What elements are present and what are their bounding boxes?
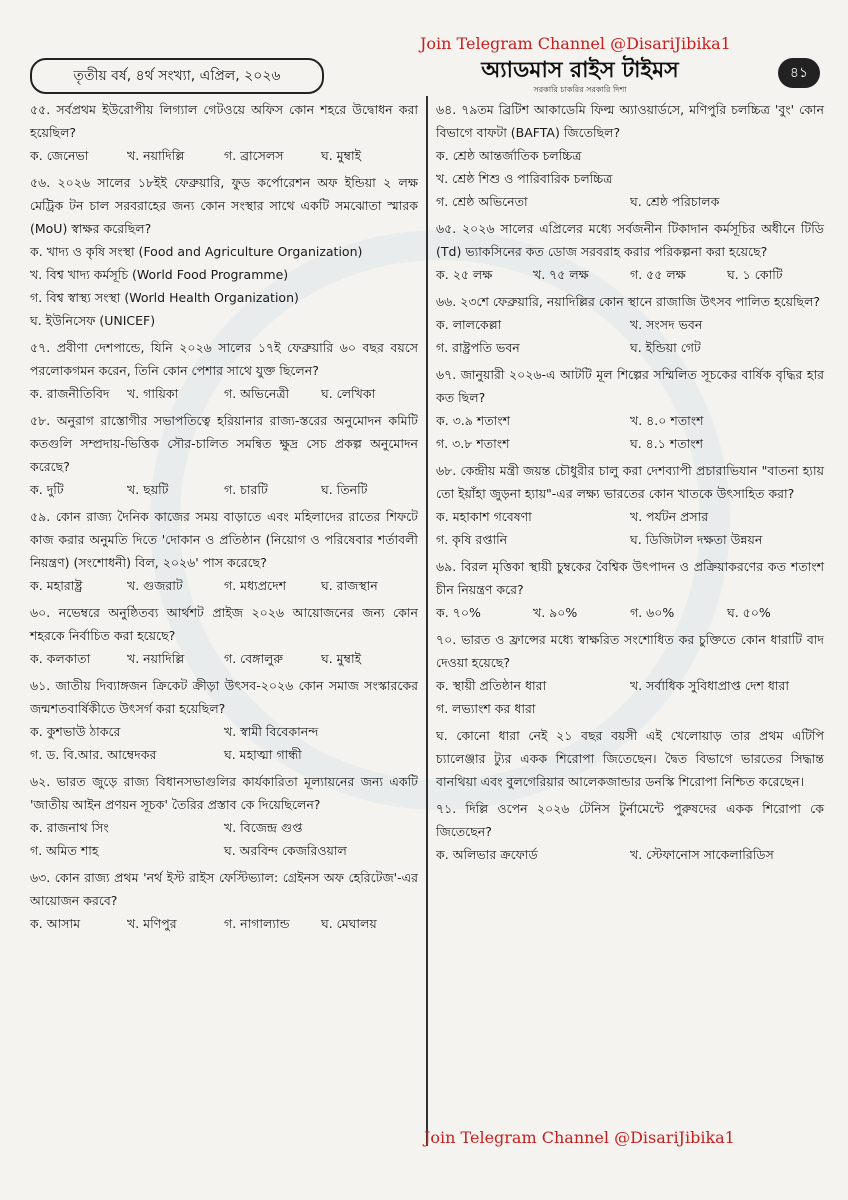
column-divider [426,96,428,1146]
option-item: ক. রাজনীতিবিদ [30,386,110,401]
option-item: খ. ছয়টি [127,482,169,497]
option-item: খ. সর্বাধিক সুবিধাপ্রাপ্ত দেশ ধারা [630,678,790,693]
options-row [30,647,418,670]
option-item: গ. অভিনেত্রী [224,386,290,401]
option-item: ক. রাজনাথ সিং [30,820,109,835]
option-item: ঘ. ৫০% [727,605,771,620]
question-text: ৫৫. সর্বপ্রথম ইউরোপীয় লিগ্যাল গেটওয়ে অফিস কোন শহরে উদ্বোধন করা হয়েছিল? [30,102,418,140]
options-row [436,263,824,286]
question-q63 [30,866,418,935]
option-item: ক. ৭০% [436,605,481,620]
option-item: গ. চারটি [224,482,268,497]
question-text: ৬২. ভারত জুড়ে রাজ্য বিধানসভাগুলির কার্যকারিতা মূল্যায়নের জন্য একটি 'জাতীয় আইন প্রণয়ন সূচক' তৈরির প্রস্তাব কে দিয়েছিলেন? [30,774,418,812]
option-item: ক. কুশভাউ ঠাকরে [30,724,121,739]
right-column [436,98,824,870]
options-row [436,313,824,359]
option-item: খ. গুজরাট [127,578,183,593]
option-item: খ. পর্যটন প্রসার [630,509,709,524]
option-item: ঘ. তিনটি [321,482,368,497]
option-item: গ. ব্রাসেলস [224,148,284,163]
question-text: ৬৮. কেন্দ্রীয় মন্ত্রী জয়ন্ত চৌধুরীর চালু করা দেশব্যাপী প্রচারাভিযান "বাতনা হ্যায় তো ইয়াঁহা জুড়না হ্যায়"-এর লক্ষ্য ভারতের কোন খাতকে উৎসাহিত করা? [436,463,824,501]
option-item: খ. মণিপুর [127,916,177,931]
option-item: গ. বেঙ্গালুরু [224,651,283,666]
question-q55 [30,98,418,167]
question-q62 [30,770,418,862]
option-item: ঘ. মুম্বাই [321,148,362,163]
option-item: ক. লালকেল্লা [436,317,502,332]
option-item: ঘ. লেখিকা [321,386,376,401]
options-row [436,505,824,551]
option-item: গ. লভ্যাংশ কর ধারা [436,701,536,716]
telegram-watermark-bottom: Join Telegram Channel @DisariJibika1 [424,1128,735,1147]
brand-name: অ্যাডমাস রাইস টাইমস [481,58,679,83]
question-q68 [436,459,824,551]
option-item: খ. ৪.০ শতাংশ [630,413,704,428]
option-item: গ. অমিত শাহ [30,843,99,858]
option-item: গ. রাষ্ট্রপতি ভবন [436,340,520,355]
options-row [30,382,418,405]
options-row [436,190,824,213]
option-item: খ. সংসদ ভবন [630,317,703,332]
option-item: খ. নয়াদিল্লি [127,651,185,666]
option-item: ঘ. মহাত্মা গান্ধী [224,747,302,762]
option-item: ঘ. মেঘালয় [321,916,377,931]
option-item: গ. বিশ্ব স্বাস্থ্য সংস্থা (World Health Organization) [30,290,299,305]
question-text: ৫৭. প্রবীণা দেশপান্ডে, যিনি ২০২৬ সালের ১৭ই ফেব্রুয়ারি ৬০ বছর বয়সে পরলোকগমন করেন, তিনি কোন পেশার সাথে যুক্ত ছিলেন? [30,340,418,378]
option-item: ঘ. ডিজিটাল দক্ষতা উন্নয়ন [630,532,763,547]
left-column [30,98,418,939]
option-item: ক. দুটি [30,482,64,497]
option-item: গ. কৃষি রপ্তানি [436,532,508,547]
question-q61 [30,674,418,766]
options-row [30,574,418,597]
question-text: ৬৩. কোন রাজ্য প্রথম 'নর্থ ইস্ট রাইস ফেস্টিভ্যাল: গ্রেইনস অফ হেরিটেজ'-এর আয়োজন করবে? [30,870,418,908]
option-item: ক. অলিভার ক্রফোর্ড [436,847,538,862]
question-q56 [30,171,418,332]
option-item: খ. স্টেফানোস সাকেলারিডিস [630,847,774,862]
option-item: ক. কলকাতা [30,651,91,666]
options-row [30,912,418,935]
question-q71 [436,797,824,866]
option-item: ক. মহাকাশ গবেষণা [436,509,532,524]
option-item: খ. বিশ্ব খাদ্য কর্মসূচি (World Food Programme) [30,267,289,282]
option-item: ক. খাদ্য ও কৃষি সংস্থা (Food and Agriculture Organization) [30,244,363,259]
options-row [30,720,418,766]
question-q64 [436,98,824,213]
question-text: ৫৯. কোন রাজ্য দৈনিক কাজের সময় বাড়াতে এবং মহিলাদের রাতের শিফটে কাজ করার অনুমতি দিতে 'দোকান ও প্রতিষ্ঠান (নিয়োগ ও পরিষেবার শর্তাবলী নিয়ন্ত্রণ) (সংশোধনী) বিল, ২০২৬' পাস করেছে? [30,509,418,570]
option-item: ঘ. অরবিন্দ কেজরিওয়াল [224,843,347,858]
option-item: গ. ৩.৮ শতাংশ [436,436,510,451]
option-item: গ. নাগাল্যান্ড [224,916,290,931]
question-q65 [436,217,824,286]
question-q60 [30,601,418,670]
options-row [30,144,418,167]
question-text: ৭১. দিল্লি ওপেন ২০২৬ টেনিস টুর্নামেন্টে পুরুষদের একক শিরোপা কে জিতেছেন? [436,801,824,839]
brand-tagline: সরকারি চাকরির সরকারি দিশা [533,85,627,94]
option-item: গ. শ্রেষ্ঠ অভিনেতা [436,194,528,209]
option-item: ক. শ্রেষ্ঠ আন্তর্জাতিক চলচ্চিত্র [436,148,582,163]
page-header [30,52,820,92]
question-q67 [436,363,824,455]
answer-note: ঘ. কোনো ধারা নেই ২১ বছর বয়সী এই খেলোয়াড় তার প্রথম এটিপি চ্যালেঞ্জার ট্যুর একক শিরোপা জিতেছেন। দ্বৈত বিভাগে ভারতের সিদ্ধান্ত বানথিয়া এবং বুলগেরিয়ার আলেকজান্ডার ডনস্কি শিরোপা নিশ্চিত করেছেন। [436,728,824,789]
option-item: গ. ড. বি.আর. আম্বেদকর [30,747,157,762]
option-item: খ. শ্রেষ্ঠ শিশু ও পারিবারিক চলচ্চিত্র [436,171,613,186]
option-item: ক. মহারাষ্ট্র [30,578,83,593]
question-q59 [30,505,418,597]
question-q66 [436,290,824,359]
options-row [30,240,418,332]
option-item: ক. ৩.৯ শতাংশ [436,413,511,428]
question-text: ৫৬. ২০২৬ সালের ১৮ইই ফেব্রুয়ারি, ফুড কর্পোরেশন অফ ইন্ডিয়া ২ লক্ষ মেট্রিক টন চাল সরবরাহের জন্য কোন সংস্থার সাথে একটি সমঝোতা স্মারক (MoU) স্বাক্ষর করেছিল? [30,175,418,236]
option-item: ক. স্থায়ী প্রতিষ্ঠান ধারা [436,678,547,693]
question-text: ৬৭. জানুয়ারী ২০২৬-এ আটটি মূল শিল্পের সম্মিলিত সূচকের বার্ষিক বৃদ্ধির হার কত ছিল? [436,367,824,405]
options-row [30,478,418,501]
option-item: খ. গায়িকা [127,386,179,401]
question-q70 [436,628,824,720]
option-item: গ. মধ্যপ্রদেশ [224,578,287,593]
question-text: ৬০. নভেম্বরে অনুষ্ঠিতব্য আর্থশট প্রাইজ ২০২৬ আয়োজনের জন্য কোন শহরকে নির্বাচিত করা হয়েছে? [30,605,418,643]
option-item: গ. ৫৫ লক্ষ [630,267,686,282]
options-row [436,843,824,866]
option-item: খ. নয়াদিল্লি [127,148,185,163]
option-item: খ. ৯০% [533,605,578,620]
option-item: ঘ. ৪.১ শতাংশ [630,436,704,451]
issue-label: তৃতীয় বর্ষ, ৪র্থ সংখ্যা, এপ্রিল, ২০২৬ [30,58,324,94]
option-item: ক. ২৫ লক্ষ [436,267,493,282]
question-text: ৬৫. ২০২৬ সালের এপ্রিলের মধ্যে সর্বজনীন টিকাদান কর্মসূচির অধীনে টিডি (Td) ভ্যাকসিনের কত ডোজ সরবরাহ করার পরিকল্পনা করা হয়েছে? [436,221,824,259]
option-item: খ. বিজেন্দ্র গুপ্ত [224,820,303,835]
option-item: ঘ. ইন্ডিয়া গেট [630,340,701,355]
options-row [436,409,824,455]
options-row [436,697,824,720]
options-row [436,674,824,697]
options-row [436,601,824,624]
option-item: ক. জেনেভা [30,148,89,163]
question-q57 [30,336,418,405]
question-text: ৭০. ভারত ও ফ্রান্সের মধ্যে স্বাক্ষরিত সংশোধিত কর চুক্তিতে কোন ধারাটি বাদ দেওয়া হয়েছে? [436,632,824,670]
question-text: ৬৯. বিরল মৃত্তিকা স্থায়ী চুম্বকের বৈশ্বিক উৎপাদন ও প্রক্রিয়াকরণের কত শতাংশ চীন নিয়ন্ত্রণ করে? [436,559,824,597]
option-item: গ. ৬০% [630,605,675,620]
page-number: ৪১ [778,58,820,88]
options-row [30,816,418,862]
question-text: ৬৪. ৭৯তম ব্রিটিশ আকাডেমি ফিল্ম অ্যাওয়ার্ডসে, মণিপুরি চলচ্চিত্র 'বুং' কোন বিভাগে বাফটা (BAFTA) জিতেছিল? [436,102,824,140]
option-item: ঘ. ইউনিসেফ (UNICEF) [30,313,156,328]
question-text: ৬১. জাতীয় দিব্যাঙ্গজন ক্রিকেট ক্রীড়া উৎসব-২০২৬ কোন সমাজ সংস্কারকের জন্মশতবার্ষিকীতে উৎসর্গ করা হয়েছিল? [30,678,418,716]
options-row [436,167,824,190]
question-text: ৫৮. অনুরাগ রাস্তোগীর সভাপতিত্বে হরিয়ানার রাজ্য-স্তরের অনুমোদন কমিটি কতগুলি সম্প্রদায়-ভিত্তিক সৌর-চালিত সমন্বিত ক্ষুদ্র সেচ প্রকল্প অনুমোদন করেছে? [30,413,418,474]
question-q69 [436,555,824,624]
option-item: ক. আসাম [30,916,81,931]
options-row [436,144,824,167]
option-item: ঘ. রাজস্থান [321,578,378,593]
telegram-watermark-top: Join Telegram Channel @DisariJibika1 [420,34,731,53]
option-item: খ. স্বামী বিবেকানন্দ [224,724,319,739]
option-item: খ. ৭৫ লক্ষ [533,267,589,282]
question-q58 [30,409,418,501]
brand-block [430,58,730,97]
option-item: ঘ. ১ কোটি [727,267,783,282]
option-item: ঘ. শ্রেষ্ঠ পরিচালক [630,194,720,209]
question-text: ৬৬. ২৩শে ফেব্রুয়ারি, নয়াদিল্লির কোন স্থানে রাজাজি উৎসব পালিত হয়েছিল? [436,294,821,309]
option-item: ঘ. মুম্বাই [321,651,362,666]
